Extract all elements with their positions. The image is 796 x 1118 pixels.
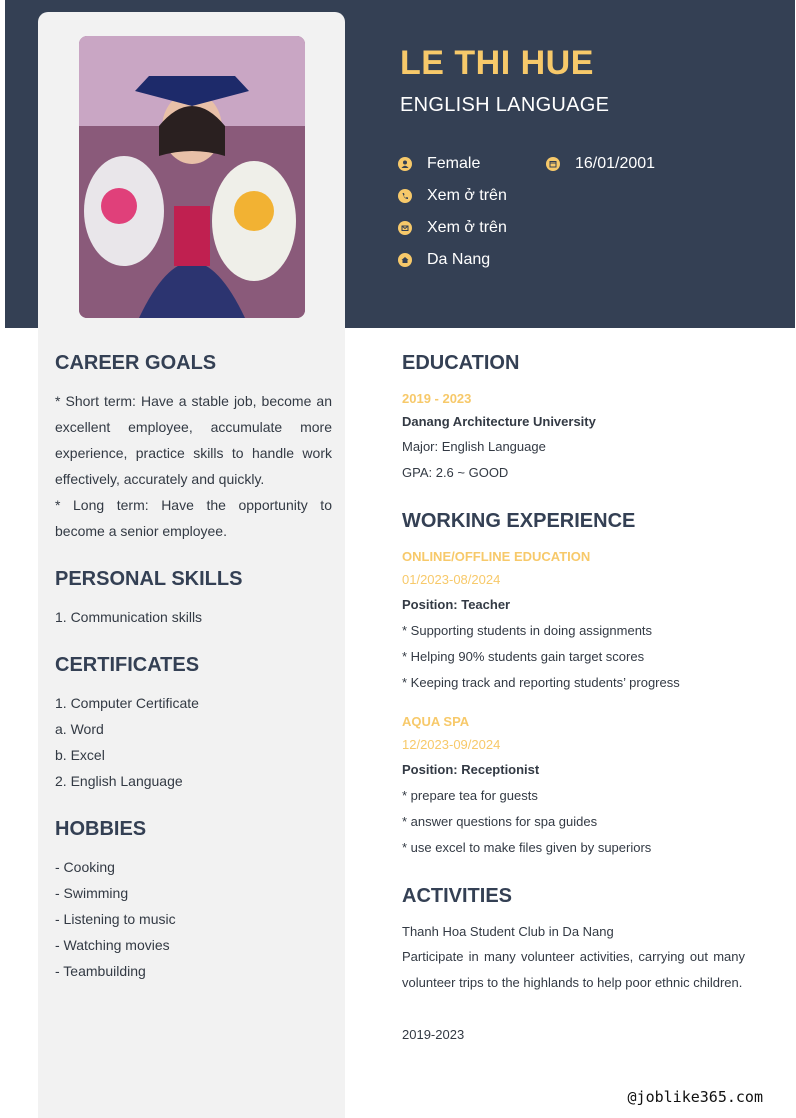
activity-description: Participate in many volunteer activities, carrying out many volunteer trips to the highlands to help poor ethnic children. (402, 949, 745, 990)
hobby-item: - Swimming (55, 885, 129, 901)
job-position: Position: Receptionist (402, 762, 540, 777)
gender-value: Female (427, 155, 481, 172)
calendar-icon (546, 157, 560, 171)
experience-title: WORKING EXPERIENCE (402, 510, 636, 532)
certificate-item: 1. Computer Certificate (55, 695, 199, 711)
address-row (398, 251, 490, 269)
birthday-value: 16/01/2001 (575, 155, 656, 172)
job-period: 12/2023-09/2024 (402, 737, 501, 752)
personal-skills-title: PERSONAL SKILLS (55, 568, 243, 590)
address-value: Da Nang (427, 251, 491, 268)
gender-row (398, 155, 480, 173)
job-period: 01/2023-08/2024 (402, 572, 501, 587)
education-years: 2019 - 2023 (402, 391, 472, 406)
career-goal-item: * Long term: Have the opportunity to become a senior employee. (55, 497, 332, 539)
phone-value: Xem ở trên (427, 187, 507, 204)
hobbies-list (55, 854, 176, 984)
hobby-item: - Cooking (55, 859, 115, 875)
phone-icon (398, 189, 412, 203)
certificate-item: a. Word (55, 721, 104, 737)
email-value: Xem ở trên (427, 219, 507, 236)
job-position: Position: Teacher (402, 597, 511, 612)
hobby-item: - Teambuilding (55, 963, 146, 979)
job-duties (402, 783, 651, 861)
duty-item: * Supporting students in doing assignments (402, 623, 653, 638)
mail-icon (398, 221, 412, 235)
candidate-title: ENGLISH LANGUAGE (400, 94, 610, 116)
certificate-item: b. Excel (55, 747, 105, 763)
birthday-row (546, 155, 655, 173)
skill-item: 1. Communication skills (55, 609, 203, 625)
job-company: AQUA SPA (402, 714, 470, 729)
career-goals-list (55, 388, 332, 544)
certificates-list (55, 690, 199, 794)
hobby-item: - Watching movies (55, 937, 170, 953)
watermark: @joblike365.com (627, 1088, 763, 1106)
phone-row (398, 187, 507, 205)
education-school: Danang Architecture University (402, 414, 596, 429)
job-duties (402, 618, 680, 696)
education-gpa: GPA: 2.6 ~ GOOD (402, 465, 509, 480)
job-company: ONLINE/OFFLINE EDUCATION (402, 549, 591, 564)
duty-item: * Helping 90% students gain target scores (402, 649, 645, 664)
hobby-item: - Listening to music (55, 911, 176, 927)
profile-photo (79, 36, 305, 318)
duty-item: * answer questions for spa guides (402, 814, 598, 829)
duty-item: * use excel to make files given by superiors (402, 840, 652, 855)
hobbies-title: HOBBIES (55, 818, 147, 840)
education-title: EDUCATION (402, 352, 520, 374)
career-goals-title: CAREER GOALS (55, 352, 217, 374)
activity-org: Thanh Hoa Student Club in Da Nang (402, 924, 614, 939)
home-icon (398, 253, 412, 267)
education-major: Major: English Language (402, 439, 546, 454)
career-goal-item: * Short term: Have a stable job, become an excellent employee, accumulate more experience, practice skills to handle work effectively, accurately and quickly. (55, 393, 332, 487)
certificate-item: 2. English Language (55, 773, 183, 789)
user-icon (398, 157, 412, 171)
activity-years: 2019-2023 (402, 1027, 465, 1042)
duty-item: * Keeping track and reporting students’ progress (402, 675, 680, 690)
personal-skills-list (55, 604, 202, 630)
duty-item: * prepare tea for guests (402, 788, 538, 803)
candidate-name: LE THI HUE (400, 44, 594, 82)
certificates-title: CERTIFICATES (55, 654, 200, 676)
email-row (398, 219, 507, 237)
activities-title: ACTIVITIES (402, 885, 513, 907)
